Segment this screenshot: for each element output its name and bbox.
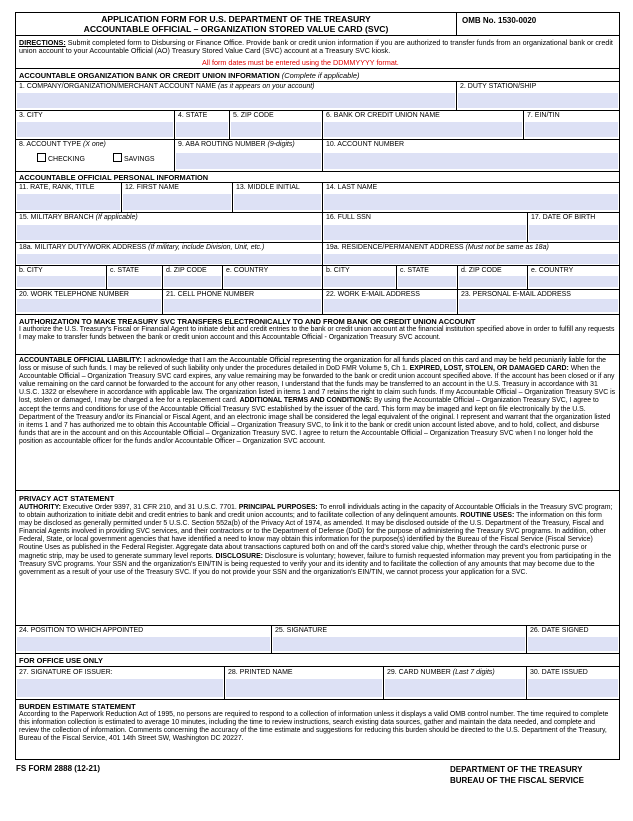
dob-field[interactable] <box>529 225 618 240</box>
label-printed-name: 28. PRINTED NAME <box>228 669 293 676</box>
label-military-branch-text: 15. MILITARY BRANCH <box>19 214 94 221</box>
label-work-city: b. CITY <box>19 267 43 274</box>
cell-phone-field[interactable] <box>164 299 321 312</box>
form-id: FS FORM 2888 (12-21) <box>16 764 101 773</box>
purposes-label: PRINCIPAL PURPOSES: <box>238 504 318 511</box>
label-residence-address-text: 19a. RESIDENCE/PERMANENT ADDRESS <box>326 244 464 251</box>
label-res-city: b. CITY <box>326 267 350 274</box>
work-zip-field[interactable] <box>164 276 221 287</box>
checking-checkbox[interactable] <box>37 153 46 162</box>
label-signature: 25. SIGNATURE <box>275 627 327 634</box>
lost-card-text: When the Accountable Official – Organization Treasury SVC card expires, any value remaining may be forwarded to the bank or credit union account specified above. If the account has been closed or if any value remaining on the card cannot be forwarded to the account for any other reason, I understand that the funds may be transferred to an account in the U.S. Treasury in accordance with 31 U.S.C. 1322 or elsewhere in accordance with applicable law. The organization listed in items 1 and 7 retains the right to claim such funds. If my Accountable Official – Organization Treasury SVC is lost, stolen or damaged, I may be charged a fee for a replacement card. <box>19 365 616 405</box>
account-name-field[interactable] <box>17 93 455 108</box>
date-signed-field[interactable] <box>528 637 618 651</box>
label-bank-name: 6. BANK OR CREDIT UNION NAME <box>326 112 440 119</box>
label-personal-email: 23. PERSONAL E-MAIL ADDRESS <box>461 291 571 298</box>
personal-email-field[interactable] <box>459 299 618 312</box>
checking-label: CHECKING <box>47 156 85 163</box>
form-title-line1: APPLICATION FORM FOR U.S. DEPARTMENT OF THE TREASURY <box>101 14 371 24</box>
work-email-field[interactable] <box>324 299 456 312</box>
savings-option[interactable] <box>110 152 155 164</box>
label-military-branch <box>16 213 138 222</box>
label-issuer-signature: 27. SIGNATURE OF ISSUER: <box>19 669 113 676</box>
rank-field[interactable] <box>17 194 120 210</box>
label-account-type <box>16 140 106 149</box>
first-name-field[interactable] <box>123 194 231 210</box>
burden-title: BURDEN ESTIMATE STATEMENT <box>19 702 136 711</box>
bank-section-note: (Complete if applicable) <box>281 71 360 80</box>
label-work-address-note: (If military, include Division, Unit, etc.) <box>148 244 265 251</box>
printed-name-field[interactable] <box>226 679 382 697</box>
middle-initial-field[interactable] <box>234 194 321 210</box>
res-country-field[interactable] <box>529 276 618 287</box>
bank-zip-field[interactable] <box>231 122 321 137</box>
residence-address-field[interactable] <box>324 254 618 264</box>
work-city-field[interactable] <box>17 276 105 287</box>
form-title-line2: ACCOUNTABLE OFFICIAL – ORGANIZATION STORED VALUE CARD (SVC) <box>83 24 389 34</box>
label-state: 4. STATE <box>178 112 208 119</box>
bank-name-field[interactable] <box>324 122 522 137</box>
label-account-name-text: 1. COMPANY/ORGANIZATION/MERCHANT ACCOUNT NAME <box>19 83 217 90</box>
label-rank: 11. RATE, RANK, TITLE <box>19 184 95 191</box>
bank-city-field[interactable] <box>17 122 173 137</box>
bank-state-field[interactable] <box>176 122 228 137</box>
purposes-text: To enroll individuals acting in the capacity of Accountable Officials in the Treasury SVC program; to obtain authorization to initiate debit and credit entries to bank and credit union accounts; and to facilitate collection of any delinquent amounts. <box>19 504 613 520</box>
checking-option[interactable] <box>34 152 85 164</box>
label-aba-note: (9-digits) <box>267 141 295 148</box>
lost-card-label: EXPIRED, LOST, STOLEN, OR DAMAGED CARD: <box>409 365 569 373</box>
work-address-field[interactable] <box>17 254 321 264</box>
label-first-name: 12. FIRST NAME <box>125 184 179 191</box>
label-res-country: e. COUNTRY <box>531 267 574 274</box>
label-ssn: 16. FULL SSN <box>326 214 371 221</box>
label-aba <box>175 140 295 149</box>
routine-uses-text: The information on this form may be disclosed as generally permitted under 5 U.S.C. Section 552a(b) of the Privacy Act of 1974, as amended. It may be disclosed outside of the U.S. Department of the Treasury, Fiscal and Financial Agents involved in providing SVC services, and their contractors or to the Department of Defense (DoD) for the purpose of administering the Treasury SVC programs. In addition, other Federal, State, or local government agencies that have identified a need to know may obtain this information for the purpose(s) identified by the Bureau of the Fiscal Service (Fiscal Service) Routine Uses as published in the Federal Register. Aggregate data about transactions captured both on and off the card's stored value chip, whether through the card's electronic purse or magnetic strip, may be used to generate summary level reports. <box>19 512 606 560</box>
liability-label: ACCOUNTABLE OFFICIAL LIABILITY: <box>19 357 142 364</box>
bank-section-title-text: ACCOUNTABLE ORGANIZATION BANK OR CREDIT UNION INFORMATION <box>19 71 280 80</box>
label-account-name-note: (as it appears on your account) <box>218 83 315 90</box>
terms-label: ADDITIONAL TERMS AND CONDITIONS: <box>239 397 373 405</box>
label-military-branch-note: (If applicable) <box>95 214 138 221</box>
disclosure-label: DISCLOSURE: <box>215 552 263 560</box>
label-ein: 7. EIN/TIN <box>527 112 560 119</box>
label-work-address <box>16 243 264 252</box>
work-country-field[interactable] <box>224 276 321 287</box>
ssn-field[interactable] <box>324 225 526 240</box>
position-field[interactable] <box>17 637 270 651</box>
office-use-title: FOR OFFICE USE ONLY <box>19 656 103 665</box>
label-position: 24. POSITION TO WHICH APPOINTED <box>19 627 144 634</box>
label-account-type-note: (X one) <box>82 141 106 148</box>
label-card-number-text: 29. CARD NUMBER <box>387 669 451 676</box>
last-name-field[interactable] <box>324 194 618 210</box>
directions-text: Submit completed form to Disbursing or Finance Office. Provide bank or credit union information if you are authorized to transfer funds from an organizational bank or credit union account to your Accountable Official (AO) Treasury Stored Value Card (SVC) account at a Treasury SVC kiosk. <box>19 38 613 56</box>
label-card-number-note: (Last 7 digits) <box>452 669 495 676</box>
directions <box>19 39 617 55</box>
res-state-field[interactable] <box>398 276 456 287</box>
res-zip-field[interactable] <box>459 276 526 287</box>
signature-field[interactable] <box>273 637 525 651</box>
authority-label: AUTHORITY: <box>19 504 61 511</box>
liability-text <box>16 357 619 446</box>
routine-uses-label: ROUTINE USES: <box>460 512 515 520</box>
aba-routing-field[interactable] <box>176 153 321 169</box>
disclosure-text: Disclosure is voluntary; however, failure to furnish requested information may prevent you from participating in the Treasury SVC programs. Your SSN and the organization's EIN/TIN is being requested to verify your and its identity and to facilitate the collection of any amounts that may become due to the government as a result of your use of the Treasury SVC. If you do not provide your SSN and the organization's EIN/TIN, we cannot process your application for a SVC. <box>19 552 612 576</box>
label-dob: 17. DATE OF BIRTH <box>531 214 596 221</box>
form-title <box>16 14 456 34</box>
liability-text-1: I acknowledge that I am the Accountable Official representing the organization for all funds placed on this card and may be held pecuniarily liable for the loss or misuse of such funds. I may be relieved of such liability only under the procedures detailed in DoD FMR Volume 5, Ch 1. <box>19 357 606 373</box>
military-branch-field[interactable] <box>17 225 321 240</box>
application-form <box>15 12 620 760</box>
label-card-number <box>384 668 495 677</box>
label-aba-text: 9. ABA ROUTING NUMBER <box>178 141 266 148</box>
label-residence-address <box>323 243 549 252</box>
label-account-name <box>16 82 315 91</box>
label-city: 3. CITY <box>19 112 43 119</box>
work-state-field[interactable] <box>108 276 161 287</box>
label-date-issued: 30. DATE ISSUED <box>530 669 588 676</box>
label-work-email: 22. WORK E-MAIL ADDRESS <box>326 291 420 298</box>
issuer-signature-field[interactable] <box>17 679 223 697</box>
label-zip: 5. ZIP CODE <box>233 112 274 119</box>
label-last-name: 14. LAST NAME <box>326 184 378 191</box>
authority-text: Executive Order 9397, 31 CFR 210, and 31 U.S.C. 7701. <box>60 504 239 511</box>
savings-checkbox[interactable] <box>113 153 122 162</box>
personal-section-title: ACCOUNTABLE OFFICIAL PERSONAL INFORMATION <box>19 173 209 182</box>
label-res-state: c. STATE <box>400 267 429 274</box>
omb-number: OMB No. 1530-0020 <box>462 16 537 25</box>
privacy-text <box>16 504 619 577</box>
label-cell-phone: 21. CELL PHONE NUMBER <box>166 291 255 298</box>
authorization-title: AUTHORIZATION TO MAKE TREASURY SVC TRANSFERS ELECTRONICALLY TO AND FROM BANK OR CREDIT UNION ACCOUNT <box>19 317 476 326</box>
work-phone-field[interactable] <box>17 299 161 312</box>
authorization-text: I authorize the U.S. Treasury's Fiscal or Financial Agent to initiate debit and credit entries to the bank or credit union account at the financial institution specified above in order to fulfill any requests I may make to transfer funds between the bank or credit union account and this Accountable Official - Organization Treasury SVC account. <box>19 326 615 342</box>
label-date-signed: 26. DATE SIGNED <box>530 627 589 634</box>
date-issued-field[interactable] <box>528 679 618 697</box>
label-duty-station: 2. DUTY STATION/SHIP <box>460 83 537 90</box>
ein-field[interactable] <box>525 122 618 137</box>
duty-station-field[interactable] <box>458 93 618 108</box>
label-work-state: c. STATE <box>110 267 139 274</box>
footer-agency <box>450 764 584 786</box>
label-work-country: e. COUNTRY <box>226 267 269 274</box>
label-work-zip: d. ZIP CODE <box>166 267 207 274</box>
label-middle-initial: 13. MIDDLE INITIAL <box>236 184 300 191</box>
footer-bureau: BUREAU OF THE FISCAL SERVICE <box>450 776 584 785</box>
account-number-field[interactable] <box>324 153 618 169</box>
footer-department: DEPARTMENT OF THE TREASURY <box>450 765 583 774</box>
card-number-field[interactable] <box>385 679 525 697</box>
directions-label: DIRECTIONS: <box>19 38 66 47</box>
terms-text: By using the Accountable Official – Organization Treasury SVC, I agree to accept the terms and conditions for use of the Accountable Official Treasury SVC established by the issuer of the card. This form may be imaged and kept on file electronically by the U.S. Department of the Treasury and/or its Financial or Fiscal Agent, and an electronic image shall be considered the legal equivalent of the original. I represent and warrant that the organization listed in items 1 and 7 has authorized me to obtain this Accountable Official – Organization Treasury SVC, to link it to the bank or credit union account listed above, and to hold, collect, and disburse funds that are in the account and on this Accountable Official – Organization Treasury SVC. I agree to return the Accountable Official – Organization Treasury SVC when I no longer hold the position as accountable officer for the funds and/or Accountable Officer – Organization SVC account. <box>19 397 611 445</box>
date-format-note: All form dates must be entered using the DDMMYYYY format. <box>202 58 399 67</box>
res-city-field[interactable] <box>324 276 395 287</box>
burden-text: According to the Paperwork Reduction Act of 1995, no persons are required to respond to a collection of information unless it displays a valid OMB control number. The time required to complete this information collection is estimated to average 10 minutes, including the time to review instructions, search existing data sources, gather and maintain the data needed, and complete and review the collection of information. Comments concerning the accuracy of the time estimate and suggestions for reducing this burden should be directed to the U.S. Department of the Treasury, Bureau of the Fiscal Service, 401 14th Street SW, Washington DC 20227. <box>19 711 609 743</box>
label-work-address-text: 18a. MILITARY DUTY/WORK ADDRESS <box>19 244 147 251</box>
savings-label: SAVINGS <box>123 156 155 163</box>
label-work-phone: 20. WORK TELEPHONE NUMBER <box>19 291 129 298</box>
label-res-zip: d. ZIP CODE <box>461 267 502 274</box>
label-residence-address-note: (Must not be same as 18a) <box>465 244 549 251</box>
privacy-title: PRIVACY ACT STATEMENT <box>19 494 115 503</box>
label-account-number: 10. ACCOUNT NUMBER <box>326 141 405 148</box>
bank-section-title <box>16 71 359 80</box>
label-account-type-text: 8. ACCOUNT TYPE <box>19 141 81 148</box>
